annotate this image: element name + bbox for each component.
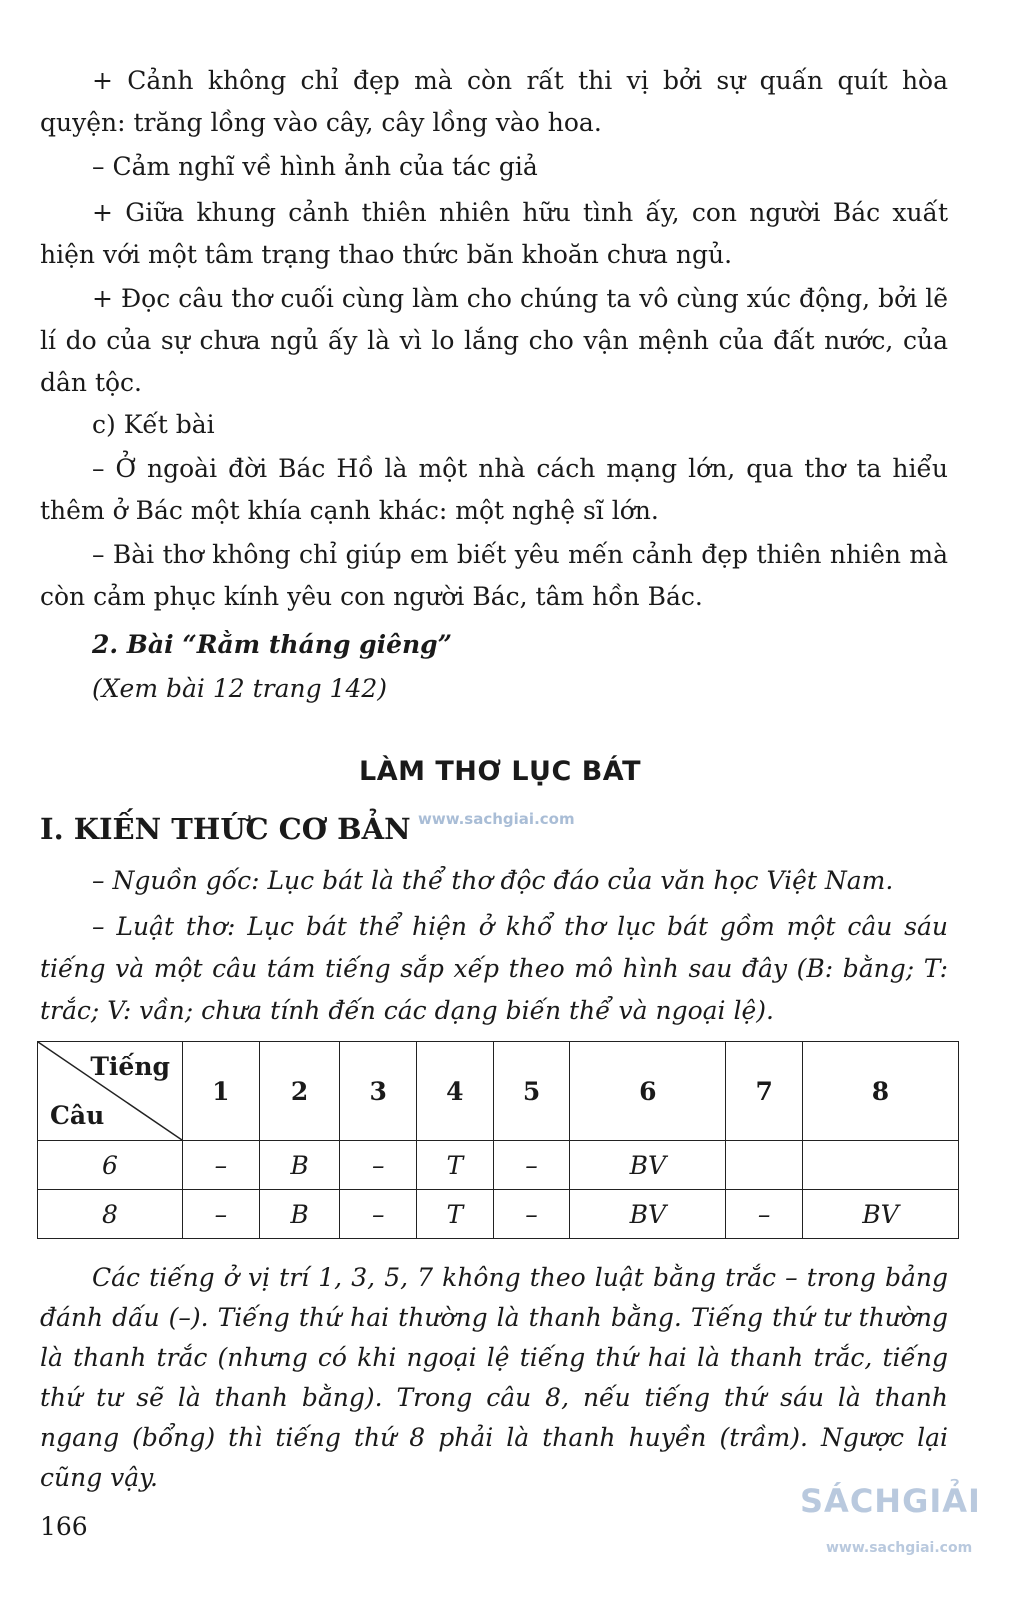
section-title: I. KIẾN THỨC CƠ BẢN [40,812,411,846]
table-cell [803,1141,959,1190]
corner-label-cau: Câu [50,1101,105,1130]
watermark-logo-url: www.sachgiai.com [826,1540,973,1556]
paragraph: c) Kết bài [92,410,215,439]
watermark-url: www.sachgiai.com [418,810,575,828]
table-row [38,1190,959,1239]
table-header-row [38,1042,959,1141]
subsection-reference: (Xem bài 12 trang 142) [92,674,388,703]
watermark-logo: SÁCHGIẢI [800,1482,981,1520]
paragraph: – Ở ngoài đời Bác Hồ là một nhà cách mạng lớn, qua thơ ta hiểu thêm ở Bác một khía cạnh khác: một nghệ sĩ lớn. [40,454,948,525]
column-header: 8 [803,1042,959,1141]
row-label: 6 [38,1141,183,1190]
paragraph: + Giữa khung cảnh thiên nhiên hữu tình ấy, con người Bác xuất hiện với một tâm trạng thao thức băn khoăn chưa ngủ. [40,198,948,269]
paragraph: – Bài thơ không chỉ giúp em biết yêu mến cảnh đẹp thiên nhiên mà còn cảm phục kính yêu con người Bác, tâm hồn Bác. [40,540,948,611]
table-corner-cell [38,1042,183,1141]
table-cell: BV [803,1190,959,1239]
intro-origin: – Nguồn gốc: Lục bát là thể thơ độc đáo của văn học Việt Nam. [92,866,894,895]
table-cell: – [183,1141,260,1190]
table-cell: – [493,1190,570,1239]
paragraph: + Đọc câu thơ cuối cùng làm cho chúng ta vô cùng xúc động, bởi lẽ lí do của sự chưa ngủ ấy là vì lo lắng cho vận mệnh của đất nước, của dân tộc. [40,284,948,397]
paragraph: – Cảm nghĩ về hình ảnh của tác giả [92,152,538,181]
column-header: 5 [493,1042,570,1141]
lesson-heading: LÀM THƠ LỤC BÁT [358,756,641,787]
table-cell: – [726,1190,803,1239]
paragraph: + Cảnh không chỉ đẹp mà còn rất thi vị bởi sự quấn quít hòa quyện: trăng lồng vào cây, cây lồng vào hoa. [40,66,948,137]
column-header: 6 [570,1042,726,1141]
table-cell: – [493,1141,570,1190]
column-header: 1 [183,1042,260,1141]
table-cell: B [259,1141,340,1190]
table-cell [726,1141,803,1190]
table-cell: – [340,1141,417,1190]
table-cell: T [417,1190,494,1239]
table-cell: BV [570,1190,726,1239]
table-cell: – [183,1190,260,1239]
table-cell: BV [570,1141,726,1190]
intro-rules: – Luật thơ: Lục bát thể hiện ở khổ thơ lục bát gồm một câu sáu tiếng và một câu tám tiếng sắp xếp theo mô hình sau đây (B: bằng; T: trắc; V: vần; chưa tính đến các dạng biến thể và ngoại lệ). [40,912,948,1025]
table-cell: B [259,1190,340,1239]
subsection-title: 2. Bài “Rằm tháng giêng” [92,630,453,659]
column-header: 3 [340,1042,417,1141]
corner-label-tieng: Tiếng [90,1052,170,1081]
column-header: 4 [417,1042,494,1141]
table-cell: T [417,1141,494,1190]
luc-bat-rule-table [37,1041,959,1239]
table-cell: – [340,1190,417,1239]
column-header: 2 [259,1042,340,1141]
column-header: 7 [726,1042,803,1141]
table-row [38,1141,959,1190]
row-label: 8 [38,1190,183,1239]
rule-explanation: Các tiếng ở vị trí 1, 3, 5, 7 không theo luật bằng trắc – trong bảng đánh dấu (–). Tiếng thứ hai thường là thanh bằng. Tiếng thứ tư thường là thanh trắc (nhưng có khi ngoại lệ tiếng thứ hai là thanh trắc, tiếng thứ tư sẽ là thanh bằng). Trong câu 8, nếu tiếng thứ sáu là thanh ngang (bổng) thì tiếng thứ 8 phải là thanh huyền (trầm). Ngược lại cũng vậy. [40,1263,948,1492]
page-number: 166 [40,1512,88,1541]
